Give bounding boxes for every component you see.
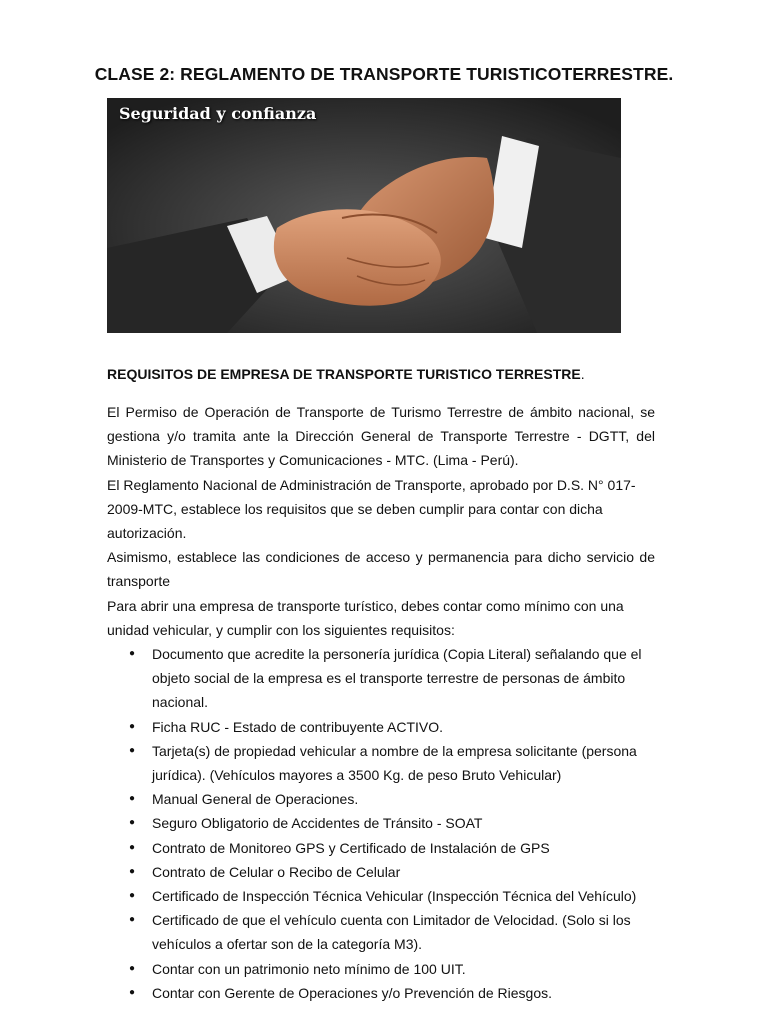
section-heading — [107, 366, 687, 382]
list-item-text: Contrato de Celular o Recibo de Celular — [152, 863, 401, 880]
list-item-text: Ficha RUC - Estado de contribuyente ACTIVO. — [152, 718, 444, 735]
list-item — [107, 836, 655, 860]
bullet-icon: ● — [129, 720, 136, 732]
requirements-list — [107, 642, 655, 1005]
list-item-text: Manual General de Operaciones. — [152, 791, 359, 808]
list-item — [107, 957, 655, 981]
bullet-icon: ● — [129, 865, 136, 877]
bullet-icon: ● — [129, 793, 136, 805]
list-item-text: Seguro Obligatorio de Accidentes de Tránsito - SOAT — [152, 815, 483, 832]
paragraph-regulation: El Reglamento Nacional de Administración de Transporte, aprobado por D.S. N° 017-2009-MTC, establece los requisitos que se deben cumplir para contar con dicha autorización. — [107, 476, 636, 542]
list-item — [107, 787, 655, 811]
list-item-text: Contar con un patrimonio neto mínimo de 100 UIT. — [152, 960, 466, 977]
list-item — [107, 739, 655, 787]
bullet-icon: ● — [129, 986, 136, 998]
handshake-illustration — [107, 98, 621, 333]
list-item-text: Documento que acredite la personería jurídica (Copia Literal) señalando que el objeto social de la empresa es el transporte terrestre de personas de ámbito nacional. — [152, 646, 642, 711]
bullet-icon: ● — [129, 841, 136, 853]
section-heading-text: REQUISITOS DE EMPRESA DE TRANSPORTE TURISTICO TERRESTRE — [107, 366, 581, 382]
bullet-icon: ● — [129, 648, 136, 660]
paragraph-requirements-intro: Para abrir una empresa de transporte turístico, debes contar como mínimo con una unidad vehicular, y cumplir con los siguientes requisitos: — [107, 597, 624, 638]
list-item — [107, 908, 655, 956]
list-item-text: Tarjeta(s) de propiedad vehicular a nombre de la empresa solicitante (persona jurídica). (Vehículos mayores a 3500 Kg. de peso Bruto Vehicular) — [152, 742, 637, 784]
paragraph-conditions: Asimismo, establece las condiciones de acceso y permanencia para dicho servicio de transporte — [107, 549, 655, 590]
paragraph-permit: El Permiso de Operación de Transporte de Turismo Terrestre de ámbito nacional, se gestiona y/o tramita ante la Dirección General de Transporte Terrestre - DGTT, del Ministerio de Transportes y Comunicaciones - MTC. (Lima - Perú). — [107, 404, 655, 469]
list-item-text: Contrato de Monitoreo GPS y Certificado de Instalación de GPS — [152, 839, 550, 856]
list-item — [107, 981, 655, 1005]
bullet-icon: ● — [129, 817, 136, 829]
section-heading-period: . — [580, 366, 585, 382]
list-item — [107, 860, 655, 884]
list-item — [107, 884, 655, 908]
list-item-text: Certificado de que el vehículo cuenta con Limitador de Velocidad. (Solo si los vehículos a ofertar son de la categoría M3). — [152, 912, 631, 953]
document-body — [107, 400, 655, 1005]
image-caption: Seguridad y confianza — [119, 104, 317, 123]
list-item — [107, 811, 655, 835]
bullet-icon: ● — [129, 962, 136, 974]
handshake-photo — [107, 98, 621, 333]
bullet-icon: ● — [129, 890, 136, 902]
bullet-icon: ● — [129, 744, 136, 756]
bullet-icon: ● — [129, 914, 136, 926]
document-title: CLASE 2: REGLAMENTO DE TRANSPORTE TURISTICOTERRESTRE. — [94, 64, 674, 84]
list-item — [107, 715, 655, 739]
list-item-text: Certificado de Inspección Técnica Vehicular (Inspección Técnica del Vehículo) — [152, 888, 637, 905]
list-item-text: Contar con Gerente de Operaciones y/o Prevención de Riesgos. — [152, 984, 553, 1001]
list-item — [107, 642, 655, 715]
